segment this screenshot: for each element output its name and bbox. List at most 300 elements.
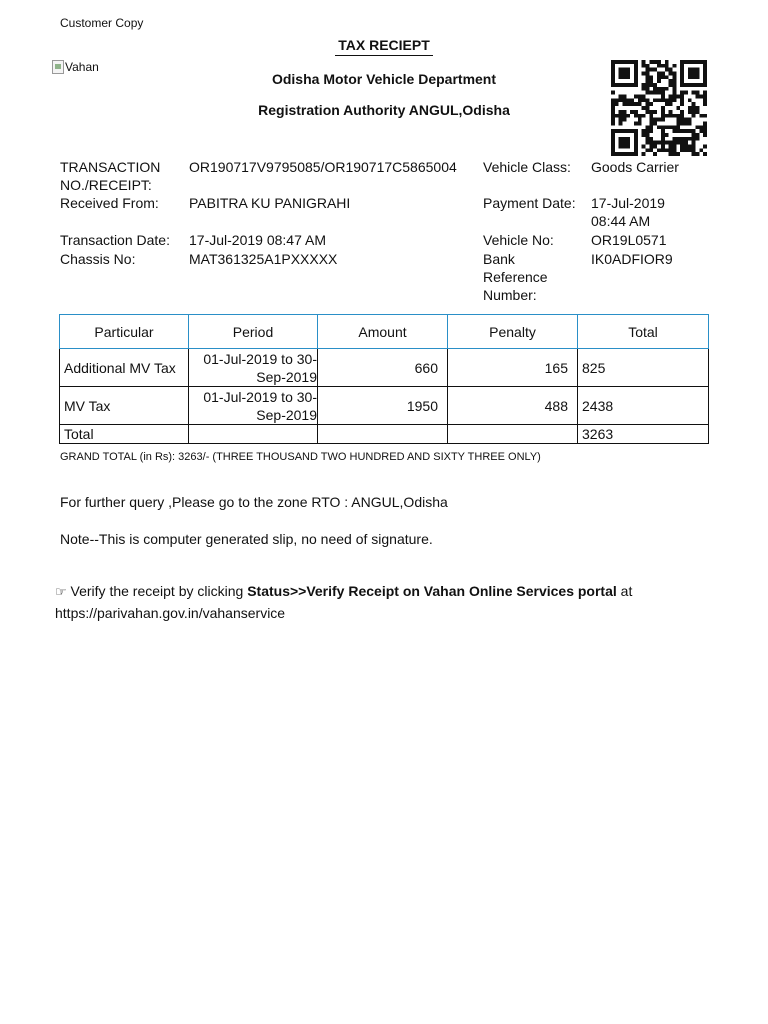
qr-module [634,148,638,152]
qr-module [676,125,680,129]
header-amount: Amount [318,315,448,349]
received-from-label: Received From: [60,195,159,211]
qr-module [672,125,676,129]
qr-module [661,87,665,91]
qr-module [680,68,684,72]
qr-module [703,60,707,64]
qr-module [634,129,638,133]
qr-module [615,60,619,64]
qr-module [646,110,650,114]
qr-module [695,106,699,110]
qr-module [684,148,688,152]
qr-module [665,125,669,129]
table-header-row [60,315,709,349]
qr-module [661,129,665,133]
qr-module [642,152,646,156]
qr-module [646,137,650,141]
qr-module [642,144,646,148]
transaction-no-value: OR190717V9795085/OR190717C5865004 [189,159,457,175]
qr-module [642,95,646,99]
qr-module [642,83,646,87]
qr-module [680,60,684,64]
qr-module [642,87,646,91]
qr-module [646,133,650,137]
qr-module [634,83,638,87]
row-particular: MV Tax [60,387,189,425]
qr-module [692,133,696,137]
qr-module [661,106,665,110]
qr-module [623,98,627,102]
table-total-row [60,425,709,444]
qr-module [615,83,619,87]
qr-module [688,144,692,148]
qr-module [692,129,696,133]
qr-module [684,144,688,148]
qr-module [642,133,646,137]
verify-suffix: at [616,583,633,599]
qr-module [626,129,630,133]
qr-module [649,121,653,125]
qr-module [657,141,661,145]
qr-module [692,75,696,79]
qr-module [688,129,692,133]
verify-instructions [55,581,695,623]
qr-module [703,95,707,99]
qr-module [684,60,688,64]
qr-module [626,83,630,87]
qr-module [657,91,661,95]
qr-module [672,148,676,152]
qr-module [695,60,699,64]
qr-module [611,75,615,79]
qr-module [630,102,634,106]
bank-ref-value: IK0ADFIOR9 [591,251,673,267]
qr-module [646,148,650,152]
qr-module [649,79,653,83]
qr-module [630,83,634,87]
query-note: For further query ,Please go to the zone RTO : ANGUL,Odisha [60,494,448,510]
qr-module [653,141,657,145]
qr-module [665,98,669,102]
qr-module [676,129,680,133]
qr-module [649,148,653,152]
qr-module [626,102,630,106]
qr-module [680,83,684,87]
qr-module [615,114,619,118]
transaction-date-value: 17-Jul-2019 08:47 AM [189,232,326,248]
qr-module [669,110,673,114]
qr-module [680,121,684,125]
pointing-hand-icon: ☞ [55,585,67,600]
qr-module [672,75,676,79]
qr-module [695,110,699,114]
qr-module [619,95,623,99]
qr-module [669,125,673,129]
qr-module [642,64,646,68]
qr-module [649,129,653,133]
header-total: Total [578,315,709,349]
qr-module [680,110,684,114]
qr-module [649,91,653,95]
qr-module [634,79,638,83]
header-period: Period [189,315,318,349]
qr-module [630,129,634,133]
qr-module [661,125,665,129]
qr-module [611,106,615,110]
qr-module [634,133,638,137]
qr-module [657,79,661,83]
qr-module [665,60,669,64]
qr-module [626,114,630,118]
qr-module [642,98,646,102]
vehicle-no-label: Vehicle No: [483,232,554,248]
qr-module [619,118,623,122]
table-row [60,387,709,425]
qr-module [611,141,615,145]
qr-module [669,141,673,145]
qr-module [669,114,673,118]
qr-module [692,72,696,76]
qr-module [623,75,627,79]
qr-module [653,83,657,87]
qr-module [638,121,642,125]
qr-module [626,152,630,156]
qr-module [634,75,638,79]
qr-module [684,118,688,122]
qr-module [626,144,630,148]
qr-module [657,64,661,68]
qr-module [626,141,630,145]
qr-module [649,60,653,64]
qr-module [646,83,650,87]
qr-module [649,110,653,114]
qr-module [646,125,650,129]
vehicle-no-value: OR19L0571 [591,232,667,248]
qr-module [611,152,615,156]
qr-module [623,72,627,76]
qr-module [684,121,688,125]
qr-module [669,83,673,87]
qr-module [665,102,669,106]
qr-module [703,133,707,137]
qr-module [703,144,707,148]
receipt-title-text: TAX RECIEPT [335,37,433,56]
qr-module [649,137,653,141]
qr-module [692,91,696,95]
qr-module [623,95,627,99]
qr-module [611,133,615,137]
qr-module [611,102,615,106]
row-total: 825 [578,349,709,387]
qr-module [680,118,684,122]
qr-module [634,141,638,145]
transaction-date-label: Transaction Date: [60,232,170,248]
qr-module [703,91,707,95]
vehicle-class-value: Goods Carrier [591,159,679,175]
qr-module [611,110,615,114]
qr-module [619,141,623,145]
qr-module [657,60,661,64]
qr-module [669,98,673,102]
registration-authority: Registration Authority ANGUL,Odisha [258,102,510,118]
row-total: 2438 [578,387,709,425]
qr-module [676,106,680,110]
qr-module [680,141,684,145]
qr-module [646,106,650,110]
qr-module [669,148,673,152]
row-amount: 660 [318,349,448,387]
qr-module [611,64,615,68]
qr-module [680,79,684,83]
qr-code-icon [611,60,707,156]
qr-module [703,72,707,76]
fees-table [59,314,709,444]
qr-module [703,114,707,118]
qr-module [665,64,669,68]
qr-module [695,152,699,156]
qr-module [649,83,653,87]
qr-module [695,68,699,72]
qr-module [676,121,680,125]
verify-link-text[interactable]: Status>>Verify Receipt on Vahan Online Services portal [247,583,617,599]
qr-module [634,102,638,106]
qr-module [657,75,661,79]
qr-module [695,95,699,99]
qr-module [695,72,699,76]
qr-module [623,114,627,118]
qr-module [619,68,623,72]
qr-module [611,129,615,133]
qr-module [649,118,653,122]
qr-module [680,95,684,99]
signature-note: Note--This is computer generated slip, no need of signature. [60,531,433,547]
qr-module [672,129,676,133]
qr-module [692,141,696,145]
qr-module [646,72,650,76]
qr-module [661,114,665,118]
qr-module [688,83,692,87]
qr-module [680,102,684,106]
qr-module [672,141,676,145]
qr-module [611,121,615,125]
qr-module [680,144,684,148]
qr-module [672,137,676,141]
qr-module [611,60,615,64]
qr-module [634,68,638,72]
qr-module [661,95,665,99]
qr-module [680,91,684,95]
qr-module [692,114,696,118]
qr-module [661,133,665,137]
qr-module [623,83,627,87]
qr-module [703,68,707,72]
qr-module [669,79,673,83]
grand-total: GRAND TOTAL (in Rs): 3263/- (THREE THOUSAND TWO HUNDRED AND SIXTY THREE ONLY) [60,451,541,463]
qr-module [623,68,627,72]
qr-module [669,68,673,72]
qr-module [669,72,673,76]
qr-module [630,110,634,114]
qr-module [634,114,638,118]
qr-module [672,152,676,156]
verify-url[interactable]: https://parivahan.gov.in/vahanservice [55,605,286,621]
qr-module [665,68,669,72]
qr-module [653,118,657,122]
qr-module [619,98,623,102]
qr-module [657,125,661,129]
qr-module [703,152,707,156]
qr-module [646,75,650,79]
qr-module [688,137,692,141]
qr-module [611,68,615,72]
qr-module [672,79,676,83]
row-particular: Additional MV Tax [60,349,189,387]
qr-module [688,60,692,64]
qr-module [703,98,707,102]
qr-module [669,95,673,99]
qr-module [676,141,680,145]
qr-module [661,98,665,102]
row-period: 01-Jul-2019 to 30-Sep-2019 [189,349,318,387]
qr-module [699,148,703,152]
qr-module [619,114,623,118]
qr-module [665,141,669,145]
qr-module [703,125,707,129]
qr-module [646,91,650,95]
row-period: 01-Jul-2019 to 30-Sep-2019 [189,387,318,425]
qr-module [619,144,623,148]
vehicle-class-label: Vehicle Class: [483,159,571,175]
qr-module [695,125,699,129]
chassis-value: MAT361325A1PXXXXX [189,251,338,267]
qr-module [630,152,634,156]
qr-module [634,72,638,76]
qr-module [653,152,657,156]
qr-module [699,125,703,129]
qr-module [653,68,657,72]
qr-module [680,72,684,76]
qr-module [626,72,630,76]
qr-module [703,102,707,106]
qr-module [665,133,669,137]
qr-module [615,152,619,156]
qr-module [680,137,684,141]
qr-module [684,83,688,87]
qr-module [626,137,630,141]
qr-module [695,75,699,79]
qr-module [684,141,688,145]
qr-module [642,60,646,64]
qr-module [626,68,630,72]
qr-module [672,95,676,99]
qr-module [661,64,665,68]
qr-module [669,152,673,156]
qr-module [623,144,627,148]
qr-module [634,152,638,156]
qr-module [611,114,615,118]
chassis-label: Chassis No: [60,251,136,267]
qr-module [661,91,665,95]
qr-module [646,68,650,72]
qr-module [661,137,665,141]
qr-module [665,148,669,152]
received-from-value: PABITRA KU PANIGRAHI [189,195,351,211]
qr-module [661,148,665,152]
qr-module [692,106,696,110]
qr-module [634,110,638,114]
qr-module [642,106,646,110]
qr-module [672,114,676,118]
qr-module [703,64,707,68]
qr-module [623,110,627,114]
qr-module [676,118,680,122]
qr-module [672,83,676,87]
qr-module [699,129,703,133]
qr-module [646,64,650,68]
qr-module [619,121,623,125]
qr-module [661,118,665,122]
qr-module [688,68,692,72]
qr-module [634,137,638,141]
qr-module [638,95,642,99]
qr-module [611,137,615,141]
qr-module [653,91,657,95]
total-label: Total [60,425,189,444]
qr-module [684,91,688,95]
qr-module [611,98,615,102]
qr-module [672,72,676,76]
qr-module [692,144,696,148]
qr-module [619,83,623,87]
qr-module [699,95,703,99]
qr-module [669,102,673,106]
qr-module [619,110,623,114]
qr-module [676,95,680,99]
qr-module [623,137,627,141]
qr-module [649,125,653,129]
qr-module [649,102,653,106]
qr-module [653,60,657,64]
qr-module [653,121,657,125]
qr-module [634,95,638,99]
empty-cell [318,425,448,444]
qr-module [703,121,707,125]
qr-module [626,75,630,79]
bank-ref-label: Bank Reference Number: [483,251,548,303]
qr-module [680,98,684,102]
empty-cell [448,425,578,444]
qr-module [665,75,669,79]
row-amount: 1950 [318,387,448,425]
qr-module [615,98,619,102]
qr-module [642,114,646,118]
qr-module [688,75,692,79]
qr-module [661,141,665,145]
qr-module [642,129,646,133]
qr-module [619,75,623,79]
qr-module [615,102,619,106]
transaction-no-label: TRANSACTION NO./RECEIPT: [60,159,161,193]
verify-text: Verify the receipt by clicking [70,583,248,599]
qr-module [692,137,696,141]
qr-module [657,87,661,91]
qr-module [680,75,684,79]
qr-module [611,79,615,83]
qr-module [692,83,696,87]
qr-module [623,129,627,133]
qr-module [699,83,703,87]
qr-module [688,121,692,125]
